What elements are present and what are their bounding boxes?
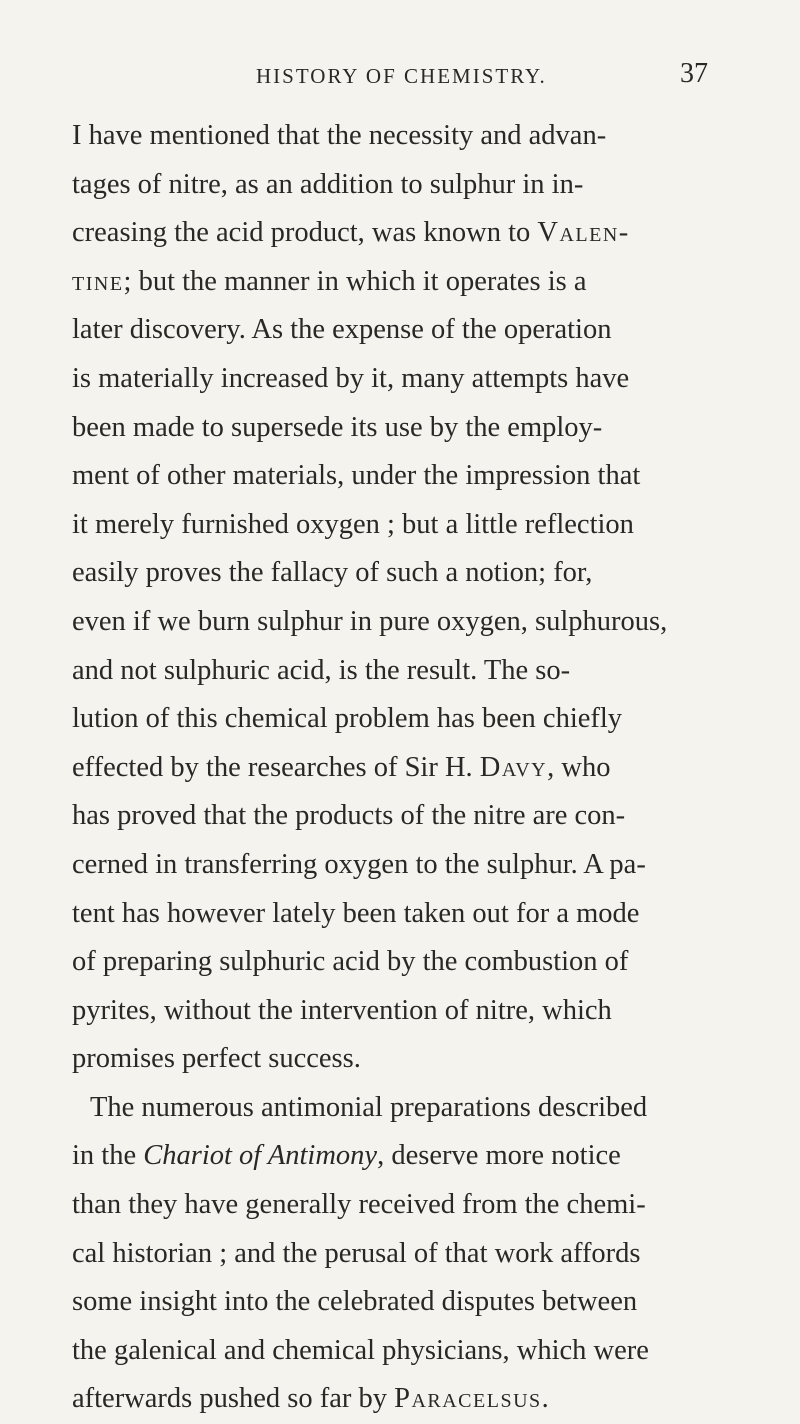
text-segment: afterwards pushed so far by	[72, 1383, 395, 1415]
text-segment: creasing the acid product, was known to	[72, 217, 538, 249]
text-segment: cerned in transferring oxygen to the sulphur. A pa-	[72, 848, 646, 880]
text-line	[72, 404, 722, 453]
text-line	[72, 792, 722, 841]
text-segment: .	[541, 1383, 549, 1415]
text-segment: ment of other materials, under the impression that	[72, 460, 641, 492]
text-segment: effected by the researches of Sir H.	[72, 751, 480, 783]
text-segment: pyrites, without the intervention of nitre, which	[72, 994, 612, 1026]
text-line	[72, 501, 722, 550]
text-segment: ; but the manner in which it operates is a	[123, 265, 587, 297]
text-line	[72, 355, 722, 404]
text-segment: lution of this chemical problem has been chiefly	[72, 703, 623, 735]
text-line	[72, 209, 722, 258]
text-line	[72, 112, 722, 161]
text-line	[72, 1084, 722, 1133]
proper-name: Davy	[479, 751, 548, 783]
text-segment: in the	[72, 1140, 144, 1172]
text-segment: cal historian ; and the perusal of that work affords	[72, 1237, 641, 1269]
text-segment: , who	[547, 751, 611, 783]
paragraph	[72, 1084, 722, 1424]
text-line	[72, 258, 722, 307]
proper-name: Paracelsus	[394, 1383, 542, 1415]
text-line	[72, 1230, 722, 1279]
text-line	[72, 890, 722, 939]
text-segment: later discovery. As the expense of the operation	[72, 314, 612, 346]
text-line	[72, 647, 722, 696]
text-segment: even if we burn sulphur in pure oxygen, sulphurous,	[72, 605, 668, 637]
text-segment: easily proves the fallacy of such a notion; for,	[72, 557, 593, 589]
text-segment: it merely furnished oxygen ; but a little reflection	[72, 508, 634, 540]
text-segment: has proved that the products of the nitre are con-	[72, 800, 626, 832]
text-segment: promises perfect success.	[72, 1043, 361, 1075]
proper-name: Valen-	[537, 217, 630, 249]
text-segment: of preparing sulphuric acid by the combustion of	[72, 946, 629, 978]
text-segment: is materially increased by it, many attempts have	[72, 362, 630, 394]
text-line	[72, 1375, 722, 1424]
running-header	[96, 56, 708, 96]
text-line	[72, 841, 722, 890]
text-line	[72, 744, 722, 793]
text-line	[72, 1035, 722, 1084]
text-line	[72, 695, 722, 744]
text-line	[72, 987, 722, 1036]
text-line	[72, 452, 722, 501]
text-segment: tent has however lately been taken out for a mode	[72, 897, 640, 929]
text-line	[72, 1278, 722, 1327]
book-title: Chariot of Antimony	[143, 1140, 378, 1172]
paragraph	[72, 112, 722, 1084]
body-text	[72, 112, 722, 1424]
text-segment: tages of nitre, as an addition to sulphur in in-	[72, 168, 584, 200]
text-segment: than they have generally received from the chemi-	[72, 1189, 646, 1221]
text-line	[72, 1132, 722, 1181]
text-line	[72, 1181, 722, 1230]
text-line	[72, 306, 722, 355]
text-segment: The numerous antimonial preparations described	[90, 1091, 648, 1123]
text-segment: and not sulphuric acid, is the result. The so-	[72, 654, 571, 686]
text-line	[72, 1327, 722, 1376]
text-line	[72, 598, 722, 647]
page-number: 37	[680, 58, 708, 89]
text-segment: I have mentioned that the necessity and advan-	[72, 120, 607, 151]
text-segment: some insight into the celebrated disputes between	[72, 1286, 638, 1318]
text-segment: , deserve more notice	[377, 1140, 621, 1172]
text-segment: the galenical and chemical physicians, which were	[72, 1334, 649, 1366]
proper-name: tine	[72, 265, 124, 297]
running-title: HISTORY OF CHEMISTRY.	[256, 64, 547, 88]
text-line	[72, 549, 722, 598]
text-line	[72, 938, 722, 987]
text-line	[72, 161, 722, 210]
text-segment: been made to supersede its use by the employ-	[72, 411, 603, 443]
